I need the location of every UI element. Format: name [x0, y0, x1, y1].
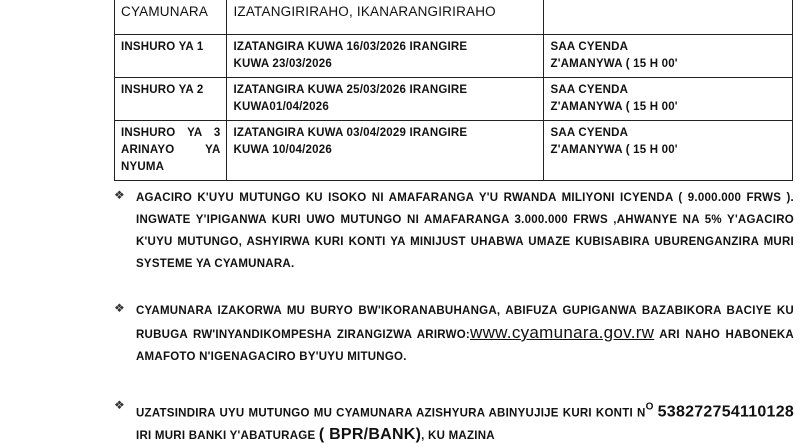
table-cell [115, 0, 227, 35]
table-cell [227, 35, 544, 78]
bank-name: ( BPR/BANK) [318, 426, 422, 444]
round-label: INSHURO YA 2 [121, 84, 204, 96]
table-row [115, 121, 793, 181]
bullet-paragraph-value [114, 187, 794, 275]
bullet-paragraph-online [114, 300, 794, 368]
round-time-line1: SAA CYENDA [550, 127, 629, 139]
round-time-line1: SAA CYENDA [550, 84, 629, 96]
round-label: INSHURO YA 1 [121, 41, 204, 53]
table-cell [227, 78, 544, 121]
round-label-line1: INSHURO YA 3 [121, 127, 221, 139]
round-dates-line2: KUWA 23/03/2026 [233, 58, 332, 70]
payment-text-end: , KU MAZINA [421, 430, 495, 443]
round-dates-line2: KUWA 10/04/2026 [233, 144, 332, 156]
header-cell-auction: CYAMUNARA [121, 4, 209, 19]
value-paragraph: AGACIRO K'UYU MUTUNGO KU ISOKO NI AMAFARANGA Y'U RWANDA MILIYONI ICYENDA ( 9.000.000 FRWS ). INGWATE Y'IPIGANWA KURI UWO MUTUNGO NI AMAFARANGA 3.000.000 FRWS ,AHWANYE NA 5% Y'AGACIRO K'UYU MUTUNGO, ASHYIRWA KURI KONTI YA MINIJUST UHABWA UMAZE KUBISABIRA UBURENGANZIRA MURI SYSTEME YA CYAMUNARA. [136, 192, 794, 270]
diamond-bullet-icon: ❖ [114, 188, 125, 202]
table-row [115, 78, 793, 121]
table-cell [227, 121, 544, 181]
round-dates-line2: KUWA01/04/2026 [233, 101, 329, 113]
auction-schedule-table [114, 0, 793, 181]
online-paragraph [136, 300, 794, 368]
table-cell [115, 35, 227, 78]
table-row [115, 35, 793, 78]
table-cell [227, 0, 544, 35]
account-number: 538272754110128 [657, 403, 794, 421]
header-cell-start-end: IZATANGIRIRAHO, IKANARANGIRIRAHO [233, 4, 496, 19]
table-row [115, 0, 793, 35]
table-cell [115, 78, 227, 121]
cyamunara-website-link[interactable]: www.cyamunara.gov.rw [470, 323, 655, 342]
online-text: CYAMUNARA IZAKORWA MU BURYO BW'IKORANABUHANGA, ABIFUZA GUPIGANWA BAZABIKORA BACIYE KU RUBUGA RW'INYANDIKOMPESHA ZIRANGIZWA ARIRWO: [136, 305, 794, 341]
round-time-line1: SAA CYENDA [550, 41, 629, 53]
round-dates-line1: IZATANGIRA KUWA 16/03/2026 IRANGIRE [233, 41, 468, 53]
account-number-symbol [646, 403, 654, 420]
diamond-bullet-icon: ❖ [114, 398, 125, 412]
payment-paragraph [136, 397, 794, 447]
table-cell [544, 78, 793, 121]
round-label-line3: NYUMA [121, 161, 165, 173]
diamond-bullet-icon: ❖ [114, 301, 125, 315]
table-cell [544, 35, 793, 78]
round-time-line2: Z'AMANYWA ( 15 H 00' [550, 101, 678, 113]
account-number-sup: O [645, 402, 654, 413]
round-dates-line1: IZATANGIRA KUWA 03/04/2029 IRANGIRE [233, 127, 468, 139]
round-dates-line1: IZATANGIRA KUWA 25/03/2026 IRANGIRE [233, 84, 468, 96]
online-text-end: ARI NAHO HABONEKA AMAFOTO N'IGENAGACIRO BY'UYU MITUNGO. [136, 329, 794, 363]
round-time-line2: Z'AMANYWA ( 15 H 00' [550, 58, 678, 70]
bullet-paragraph-payment [114, 397, 794, 447]
payment-text-mid: IRI MURI BANKI Y'ABATURAGE [136, 430, 319, 443]
table-cell [544, 0, 793, 35]
table-cell [544, 121, 793, 181]
round-time-line2: Z'AMANYWA ( 15 H 00' [550, 144, 678, 156]
round-label-line2: ARINAYO YA [121, 144, 221, 156]
payment-text: UZATSINDIRA UYU MUTUNGO MU CYAMUNARA AZISHYURA ABINYUJIJE KURI KONTI N [136, 407, 646, 420]
table-cell [115, 121, 227, 181]
